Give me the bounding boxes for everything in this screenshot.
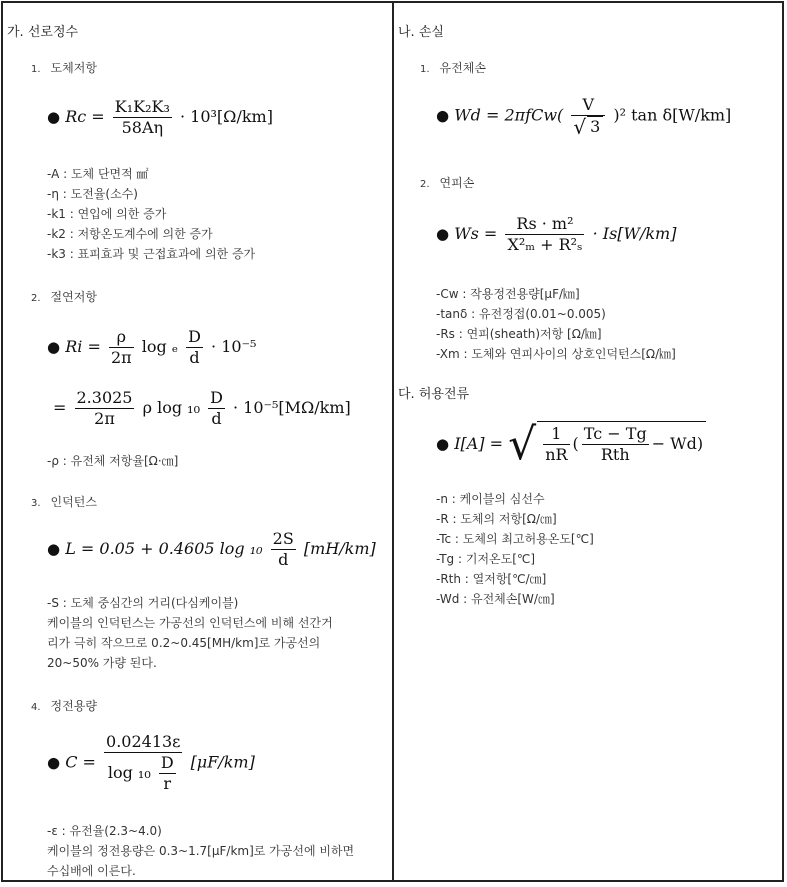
- denominator: r: [163, 774, 172, 793]
- formula-tail: · 10³[Ω/km]: [179, 107, 273, 126]
- note-line: -R : 도체의 저항[Ω/㎝]: [436, 512, 557, 526]
- log-term: log ₁₀: [107, 763, 151, 782]
- numerator: 1: [543, 424, 569, 445]
- denominator: d: [211, 409, 222, 428]
- formula-lhs: Ri =: [65, 337, 101, 356]
- subsection-number: 1.: [31, 64, 41, 75]
- numerator: 2S: [272, 529, 294, 548]
- log-term: log ₑ: [141, 337, 179, 356]
- note-line: -k1 : 연입에 의한 증가: [47, 207, 167, 221]
- note-line: -ε : 유전율(2.3~4.0): [47, 824, 162, 838]
- radicand: 3: [587, 116, 603, 137]
- formula-dielectric-loss: [436, 95, 731, 137]
- denominator: [571, 116, 605, 137]
- formula-capacitance: [47, 732, 255, 794]
- note-line: -Tg : 기저온도[℃]: [436, 552, 536, 566]
- denominator: X²ₘ + R²ₛ: [507, 235, 583, 254]
- formula-lhs: Wd = 2πfCw(: [454, 105, 564, 125]
- fraction: [543, 424, 569, 465]
- subsection-insulation-resistance: [31, 288, 97, 305]
- formula-allowable-current: [436, 419, 706, 470]
- denominator: 2π: [94, 409, 115, 428]
- formula-lhs: =: [53, 398, 67, 417]
- note-line: -S : 도체 중심간의 거리(다심케이블): [47, 596, 239, 610]
- note-line: -Wd : 유전체손[W/㎝]: [436, 592, 555, 606]
- formula-tail: [mH/km]: [303, 539, 376, 558]
- fraction: [113, 97, 172, 138]
- formula-lhs: Rc =: [65, 107, 105, 126]
- numerator: 0.02413ε: [106, 732, 181, 751]
- denominator: 58Aη: [121, 118, 164, 137]
- subsection-conductor-resistance: [31, 59, 97, 76]
- fraction: [186, 327, 203, 368]
- denominator: 2π: [110, 348, 132, 367]
- denominator: Rth: [600, 445, 630, 464]
- notes-sheath-loss: [436, 284, 676, 364]
- note-line: -n : 케이블의 심선수: [436, 492, 545, 506]
- formula-sheath-loss: [436, 214, 676, 255]
- fraction: [505, 214, 584, 255]
- subsection-number: 4.: [31, 702, 41, 713]
- denominator: d: [278, 550, 289, 569]
- note-line: -Cw : 작용정전용량[μF/㎞]: [436, 287, 580, 301]
- log-term: ρ log ₁₀: [142, 398, 200, 417]
- subsection-title: 절연저항: [50, 290, 97, 304]
- formula-insulation-resistance: [47, 327, 256, 368]
- note-line: 수십배에 이른다.: [47, 864, 136, 878]
- subsection-title: 연피손: [439, 176, 475, 190]
- subsection-title: 정전용량: [50, 699, 97, 713]
- formula-lhs: C =: [65, 752, 96, 772]
- formula-tail: − Wd): [651, 434, 704, 453]
- column-divider: [392, 1, 394, 882]
- note-line: -A : 도체 단면적 ㎟: [47, 167, 149, 181]
- subsection-capacitance: [31, 697, 97, 714]
- bullet: ●: [436, 106, 450, 125]
- numerator: D: [188, 327, 201, 346]
- denominator: d: [189, 348, 200, 367]
- subsection-number: 1.: [420, 64, 430, 75]
- numerator: D: [160, 753, 174, 772]
- numerator: Rs · m²: [505, 214, 584, 235]
- formula-inductance: [47, 529, 376, 570]
- formula-tail: [μF/km]: [190, 752, 255, 772]
- note-line: -tanδ : 유전정접(0.01~0.005): [436, 307, 606, 321]
- note-line: -Tc : 도체의 최고허용온도[℃]: [436, 532, 594, 546]
- subsection-title: 유전체손: [439, 61, 486, 75]
- formula-tail: )² tan δ[W/km]: [613, 105, 732, 125]
- denominator: [104, 753, 182, 794]
- notes-inductance: [47, 593, 333, 673]
- formula-lhs: L = 0.05 + 0.4605 log ₁₀: [65, 539, 263, 558]
- formula-tail: · 10⁻⁵: [211, 337, 257, 356]
- numerator: V: [571, 95, 605, 116]
- notes-conductor-resistance: [47, 164, 255, 264]
- note-line: 케이블의 인덕턴스는 가공선의 인덕턴스에 비해 선간거: [47, 616, 333, 630]
- bullet: ●: [436, 225, 450, 243]
- numerator: Tc − Tg: [583, 424, 647, 443]
- formula-tail: · 10⁻⁵[MΩ/km]: [233, 398, 351, 417]
- bullet: ●: [436, 435, 450, 453]
- formula-lhs: Ws =: [454, 224, 498, 243]
- radicand: $\frac{1}{nR}$ ( $\frac{Tc - Tg}{\text{Rth}}$ − Wd): [537, 421, 706, 465]
- subsection-number: 3.: [31, 498, 41, 509]
- fraction: [109, 327, 134, 368]
- note-line: 리가 극히 작으므로 0.2~0.45[MH/km]로 가공선의: [47, 636, 321, 650]
- section-heading-allowable-current: 다. 허용전류: [398, 387, 470, 402]
- section-heading-losses: 나. 손실: [398, 25, 444, 40]
- fraction: [75, 388, 135, 429]
- numerator: K₁K₂K₃: [114, 97, 170, 116]
- numerator: ρ: [109, 327, 134, 348]
- note-line: -Xm : 도체와 연피사이의 상호인덕턴스[Ω/㎞]: [436, 347, 676, 361]
- formula-conductor-resistance: [47, 97, 273, 138]
- sqrt-icon: √: [508, 419, 537, 470]
- denominator: nR: [545, 445, 568, 464]
- formula-tail: · Is[W/km]: [592, 224, 677, 243]
- fraction: [571, 95, 605, 137]
- bullet: ●: [47, 540, 61, 558]
- fraction: [104, 732, 182, 794]
- numerator: 2.3025: [76, 388, 133, 407]
- subsection-title: 인덕턴스: [50, 495, 97, 509]
- sqrt-icon: √: [573, 115, 587, 139]
- bullet: ●: [47, 108, 61, 126]
- fraction: [582, 424, 649, 465]
- fraction: [208, 388, 225, 429]
- note-line: -η : 도전율(소수): [47, 187, 138, 201]
- note-line: 20~50% 가량 된다.: [47, 656, 157, 670]
- notes-allowable-current: [436, 489, 594, 609]
- notes-capacitance: [47, 821, 354, 881]
- note-line: 케이블의 정전용량은 0.3~1.7[μF/km]로 가공선에 비하면: [47, 844, 355, 858]
- subsection-title: 도체저항: [50, 61, 97, 75]
- fraction: [271, 529, 296, 570]
- note-line: -ρ : 유전체 저항율[Ω·㎝]: [47, 454, 179, 468]
- subsection-number: 2.: [31, 293, 41, 304]
- note-line: -Rs : 연피(sheath)저항 [Ω/㎞]: [436, 327, 602, 341]
- note-line: -k3 : 표피효과 및 근접효과에 의한 증가: [47, 247, 256, 261]
- notes-insulation-resistance: [47, 451, 178, 471]
- note-line: -Rth : 열저항[℃/㎝]: [436, 572, 547, 586]
- formula-insulation-resistance-2: [53, 388, 351, 429]
- numerator: D: [210, 388, 223, 407]
- subsection-sheath-loss: [420, 174, 474, 191]
- formula-lhs: I[A] =: [454, 434, 504, 453]
- subsection-number: 2.: [420, 179, 430, 190]
- bullet: ●: [47, 338, 61, 356]
- subsection-dielectric-loss: [420, 59, 486, 76]
- subsection-inductance: [31, 493, 97, 510]
- note-line: -k2 : 저항온도계수에 의한 증가: [47, 227, 213, 241]
- bullet: ●: [47, 753, 61, 772]
- section-heading-line-constants: 가. 선로정수: [7, 25, 79, 40]
- inner-fraction: [159, 753, 176, 794]
